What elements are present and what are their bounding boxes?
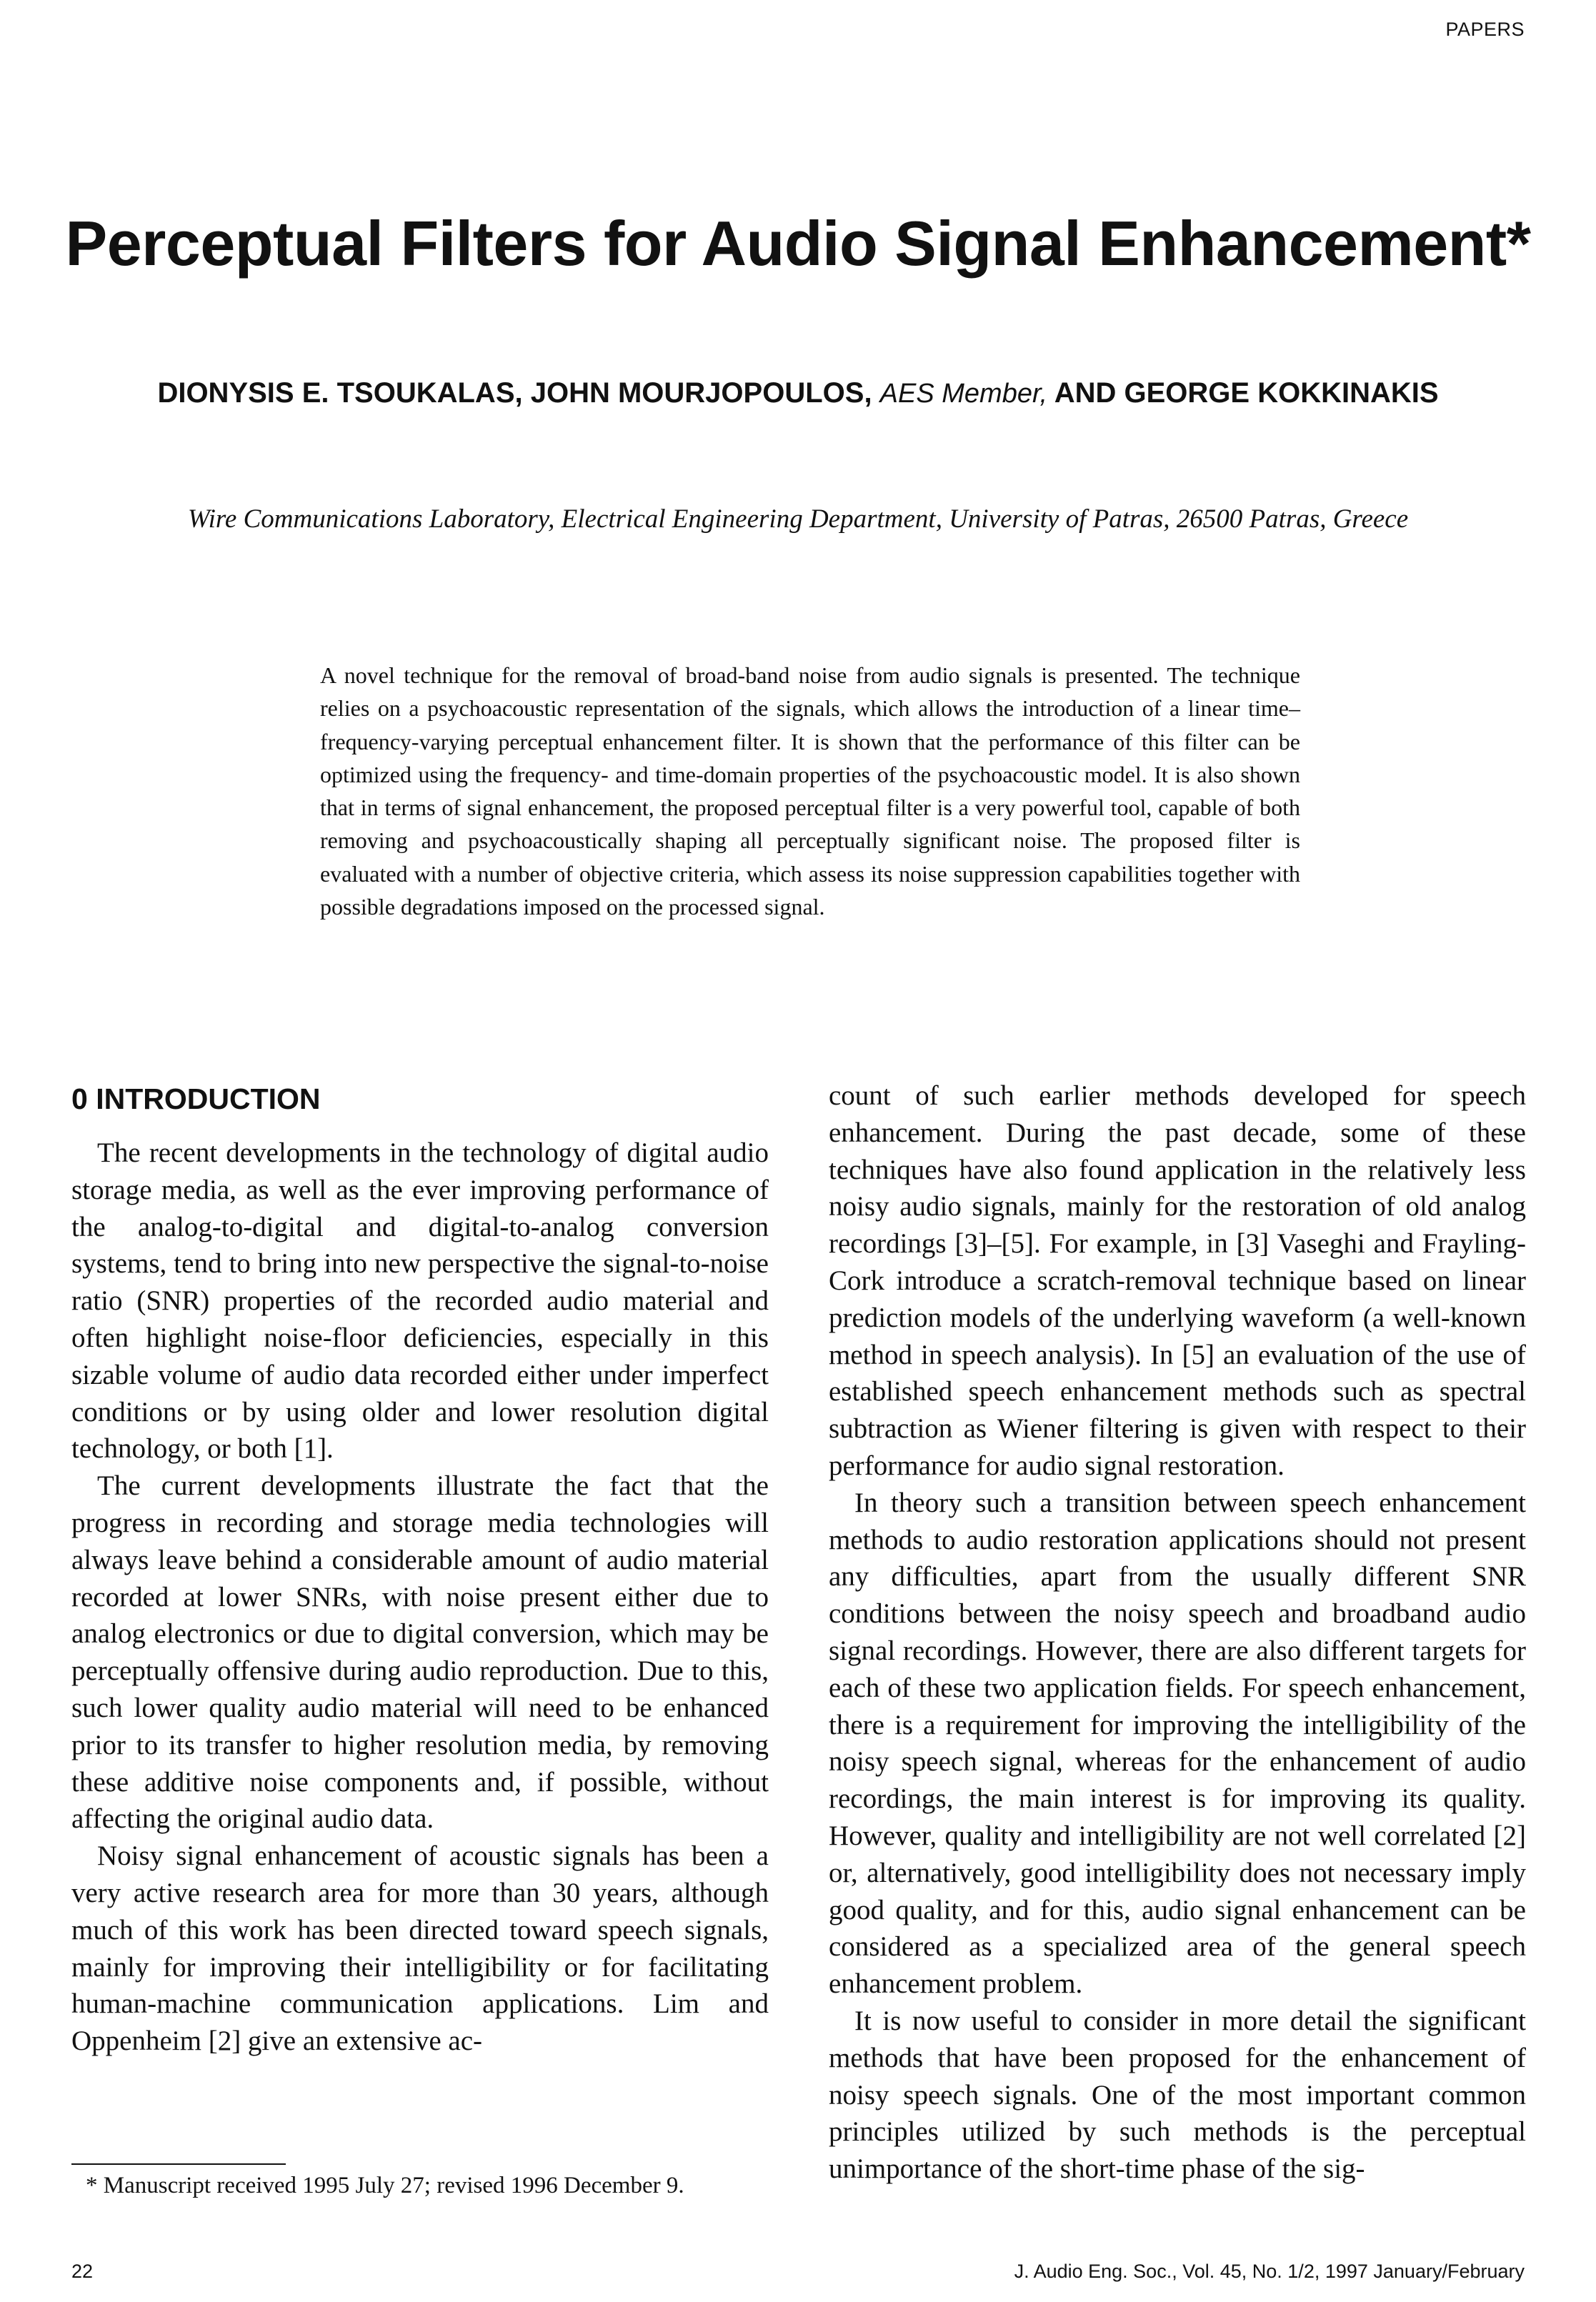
- authors-last: AND GEORGE KOKKINAKIS: [1047, 377, 1439, 409]
- footnote-divider: [71, 2163, 286, 2165]
- intro-paragraph-5: In theory such a transition between speech enhancement methods to audio restoration applications should not present any difficulties, apart from the usually different SNR conditions between the noisy speech and broadband audio signal recordings. However, there are also different targets for each of these two application fields. For speech enhancement, there is a requirement for improving the intelligibility of the noisy speech signal, whereas for the enhancement of audio recordings, the main interest is for improving its quality. However, quality and intelligibility are not well correlated [2] or, alternatively, good intelligibility does not necessary imply good quality, and for this, audio signal enhancement can be considered as a specialized area of the general speech enhancement problem.: [829, 1487, 1526, 2000]
- manuscript-footnote: * Manuscript received 1995 July 27; revised 1996 December 9.: [86, 2173, 684, 2198]
- article-title: Perceptual Filters for Audio Signal Enhancement*: [65, 208, 1531, 279]
- intro-paragraph-1: The recent developments in the technology of digital audio storage media, as well as the ever improving performance of the analog-to-digital and digital-to-analog conversion systems, tend to bring into new perspective the signal-to-noise ratio (SNR) properties of the recorded audio material and often highlight noise-floor deficiencies, especially in this sizable volume of audio data recorded either under imperfect conditions or by using older and lower resolution digital technology, or both [1].: [71, 1137, 769, 1465]
- intro-paragraph-6: It is now useful to consider in more detail the significant methods that have been proposed for the enhancement of noisy speech signals. One of the most important common principles utilized by such methods is the perceptual unimportance of the short-time phase of the sig-: [829, 2005, 1526, 2185]
- page-number: 22: [71, 2261, 94, 2282]
- author-line: [0, 377, 1596, 409]
- authors-first: DIONYSIS E. TSOUKALAS, JOHN MOURJOPOULOS,: [157, 377, 880, 409]
- running-head: PAPERS: [1445, 19, 1525, 40]
- journal-citation: J. Audio Eng. Soc., Vol. 45, No. 1/2, 1997 January/February: [1014, 2261, 1525, 2282]
- right-column: [829, 1077, 1526, 2188]
- abstract: A novel technique for the removal of broad-band noise from audio signals is presented. The technique relies on a psychoacoustic representation of the signals, which allows the introduction of a linear time–frequency-varying perceptual enhancement filter. It is shown that the performance of this filter can be optimized using the frequency- and time-domain properties of the psychoacoustic model. It is also shown that in terms of signal enhancement, the proposed perceptual filter is a very powerful tool, capable of both removing and psychoacoustically shaping all perceptually significant noise. The proposed filter is evaluated with a number of objective criteria, which assess its noise suppression capabilities together with possible degradations imposed on the processed signal.: [320, 662, 1300, 920]
- aes-member-note: AES Member,: [879, 379, 1048, 409]
- section-heading-introduction: 0 INTRODUCTION: [71, 1082, 321, 1115]
- left-column: [71, 1077, 769, 2060]
- intro-paragraph-3: Noisy signal enhancement of acoustic signals has been a very active research area for more than 30 years, although much of this work has been directed toward speech signals, mainly for improving their intelligibility or for facilitating human-machine communication applications. Lim and Oppenheim [2] give an extensive ac-: [71, 1840, 769, 2057]
- affiliation: Wire Communications Laboratory, Electrical Engineering Department, University of Patras, 26500 Patras, Greece: [187, 504, 1409, 534]
- intro-paragraph-2: The current developments illustrate the fact that the progress in recording and storage media technologies will always leave behind a considerable amount of audio material recorded at lower SNRs, with noise present either due to analog electronics or due to digital conversion, which may be perceptually offensive during audio reproduction. Due to this, such lower quality audio material will need to be enhanced prior to its transfer to higher resolution media, by removing these additive noise components and, if possible, without affecting the original audio data.: [71, 1470, 769, 1835]
- intro-paragraph-4: count of such earlier methods developed for speech enhancement. During the past decade, some of these techniques have also found application in the relatively less noisy audio signals, mainly for the restoration of old analog recordings [3]–[5]. For example, in [3] Vaseghi and Frayling-Cork introduce a scratch-removal technique based on linear prediction models of the underlying waveform (a well-known method in speech analysis). In [5] an evaluation of the use of established speech enhancement methods such as spectral subtraction as Wiener filtering is given with respect to their performance for audio signal restoration.: [829, 1080, 1526, 1481]
